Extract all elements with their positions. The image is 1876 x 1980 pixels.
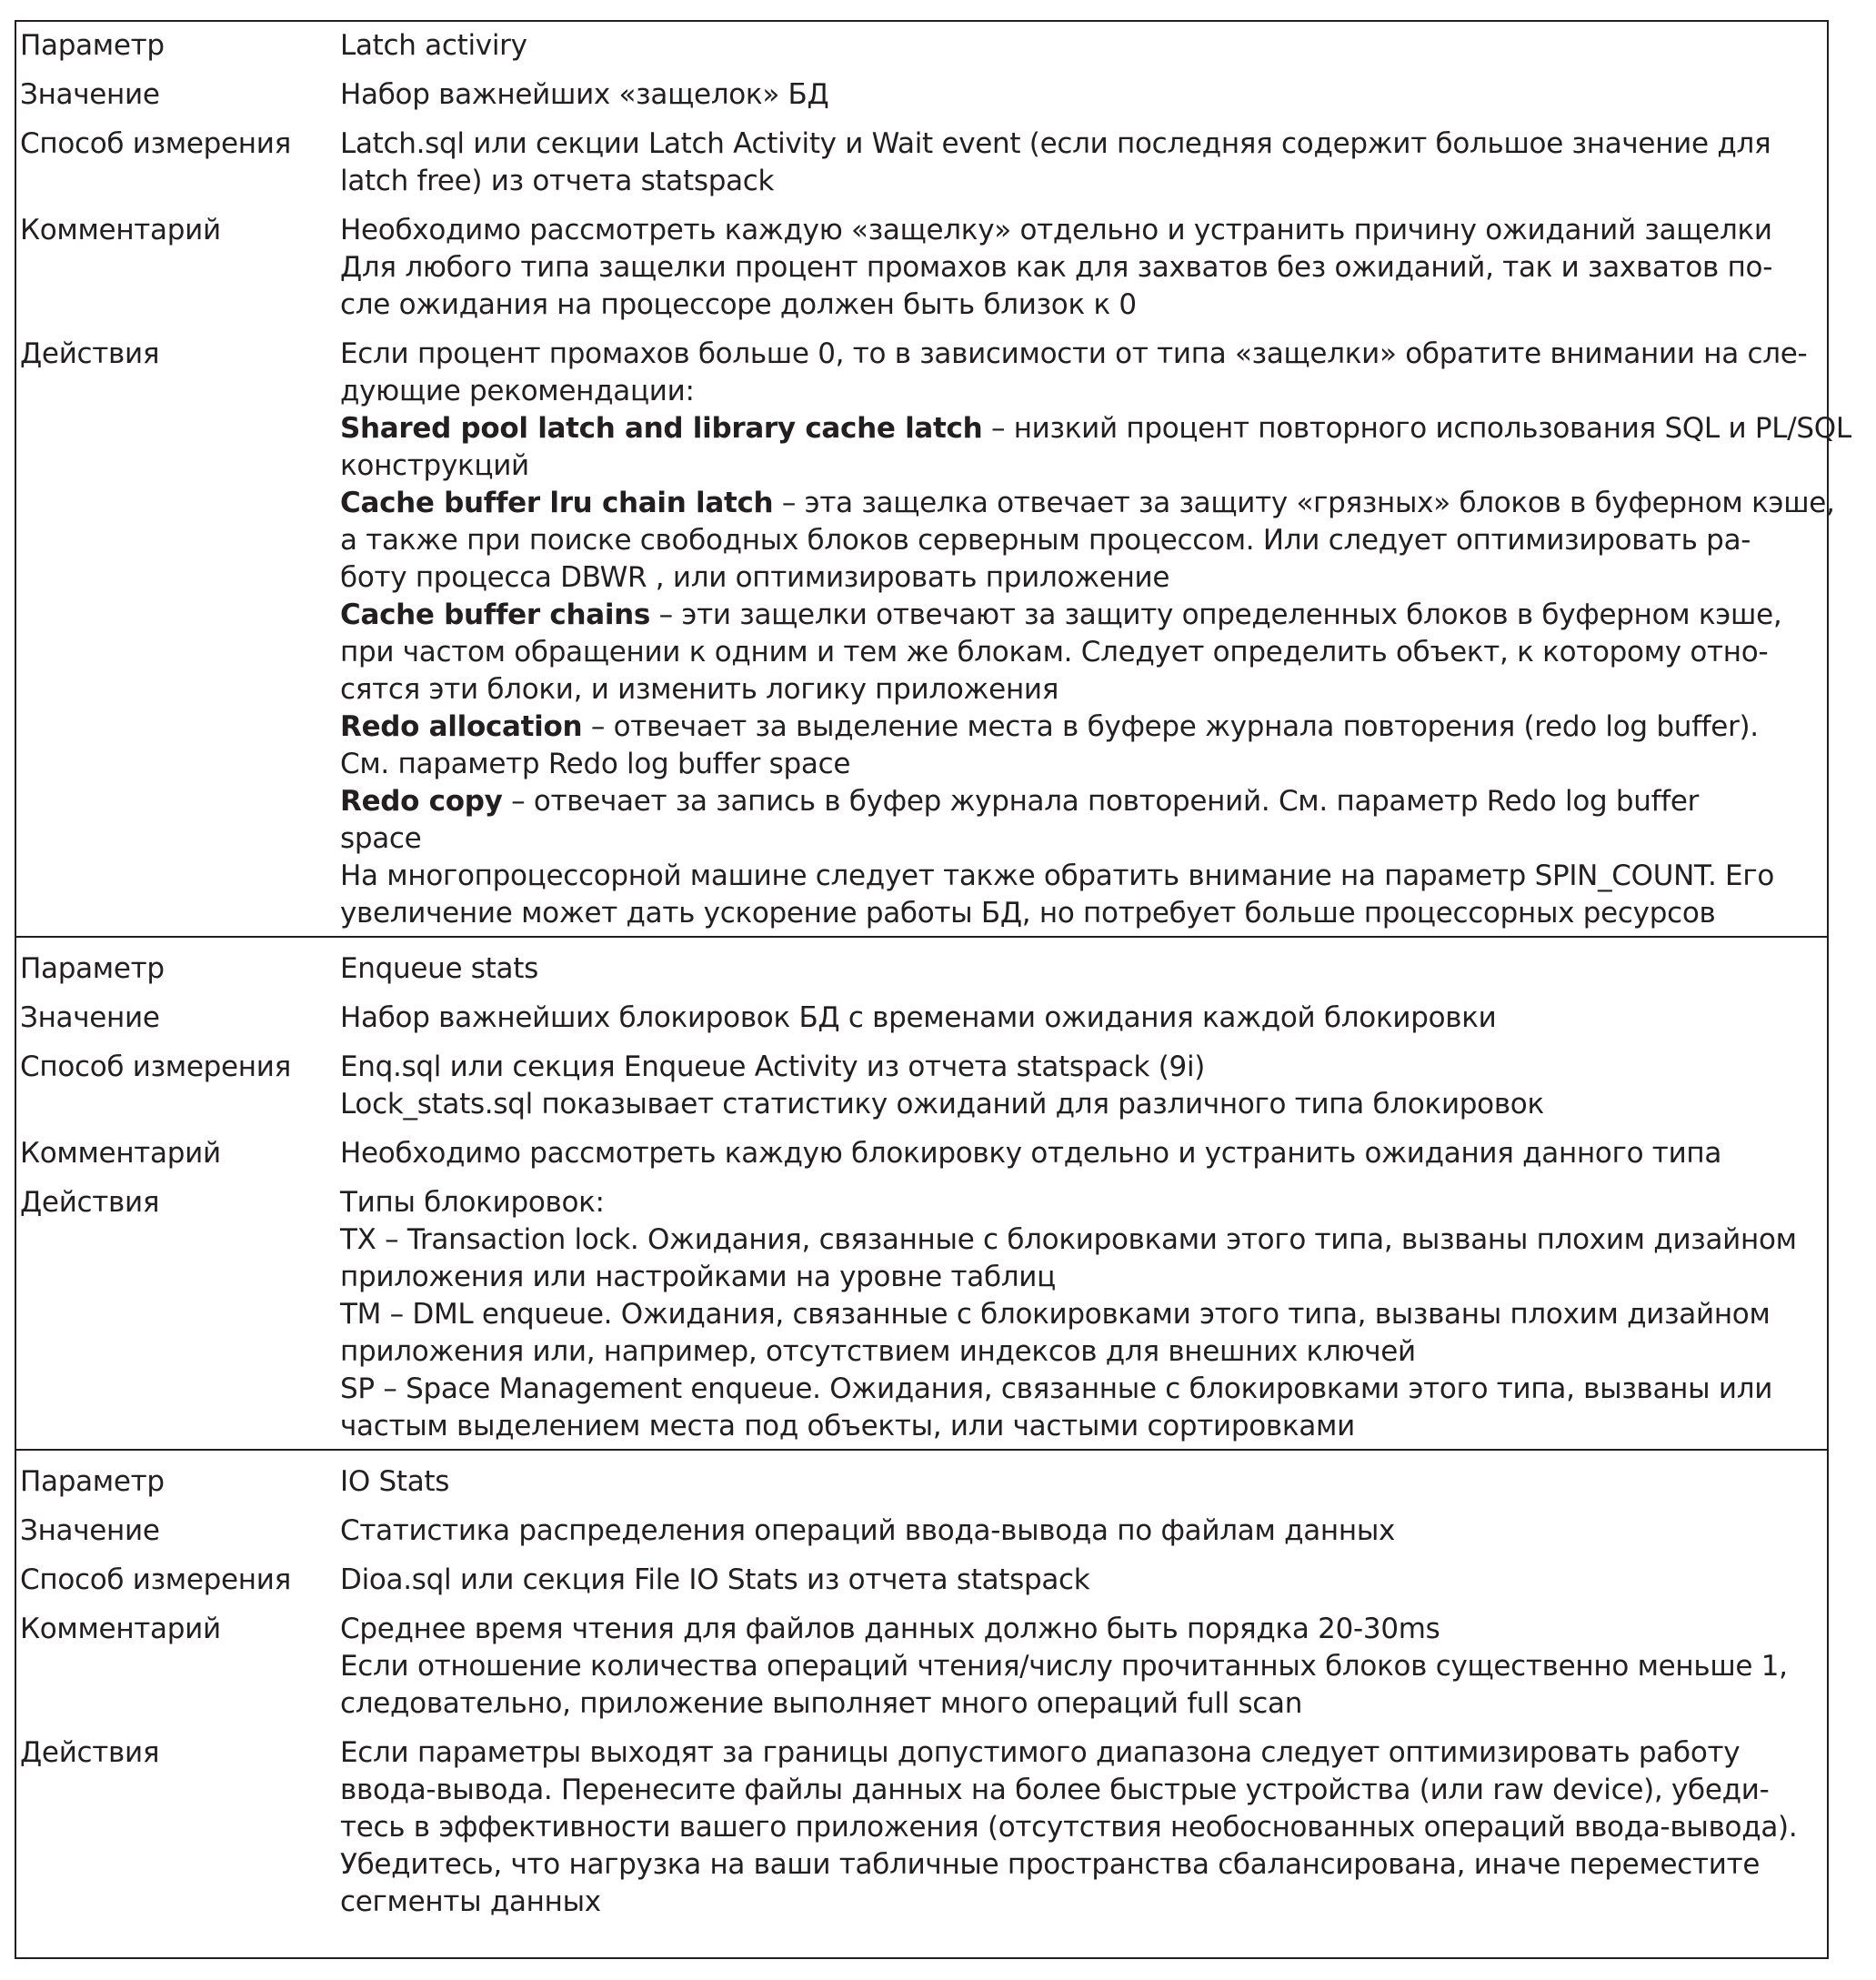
text-segment: См. параметр Redo log buffer space — [340, 748, 851, 780]
text-segment: боту процесса DBWR , или оптимизировать приложение — [340, 561, 1170, 594]
text-segment: Dioa.sql или секция File IO Stats из отчета statspack — [340, 1563, 1090, 1596]
text-segment: тесь в эффективности вашего приложения (отсутствия необоснованных операций ввода-вывода). — [340, 1811, 1798, 1844]
value-line — [340, 1463, 1814, 1501]
text-segment: Если отношение количества операций чтения/числу прочитанных блоков существенно меньше 1, — [340, 1650, 1788, 1683]
row-value — [340, 76, 1814, 114]
row-label: Способ измерения — [20, 1050, 291, 1083]
text-segment: частым выделением места под объекты, или частыми сортировками — [340, 1410, 1355, 1442]
row-value — [340, 1184, 1814, 1445]
value-line — [340, 522, 1814, 559]
value-line — [340, 597, 1814, 634]
text-segment: – низкий процент повторного использования SQL и PL/SQL — [982, 412, 1851, 445]
value-line — [340, 373, 1814, 410]
value-line — [340, 1408, 1814, 1445]
text-segment: сятся эти блоки, и изменить логику приложения — [340, 673, 1059, 706]
value-line — [340, 746, 1814, 783]
parameter-row — [16, 126, 1827, 200]
text-segment: Latch.sql или секции Latch Activity и Wait event (если последняя содержит большое значение для — [340, 127, 1771, 160]
value-line — [340, 1000, 1814, 1037]
value-line — [340, 27, 1814, 65]
text-segment: – отвечает за выделение места в буфере журнала повторения (redo log buffer). — [582, 710, 1759, 743]
parameter-row — [16, 1463, 1827, 1501]
row-label: Действия — [20, 337, 160, 370]
value-line — [340, 559, 1814, 597]
value-line — [340, 447, 1814, 485]
row-label: Комментарий — [20, 1613, 221, 1645]
row-label: Действия — [20, 1186, 160, 1219]
parameter-row — [16, 76, 1827, 114]
text-segment: TM – DML enqueue. Ожидания, связанные с блокировками этого типа, вызваны плохим дизайном — [340, 1298, 1771, 1331]
row-value — [340, 950, 1814, 988]
row-label: Значение — [20, 1001, 160, 1034]
text-segment: Если процент промахов больше 0, то в зависимости от типа «защелки» обратите внимании на сле- — [340, 337, 1808, 370]
value-line — [340, 1371, 1814, 1408]
value-line — [340, 1562, 1814, 1599]
text-segment: Типы блокировок: — [340, 1186, 605, 1219]
text-segment: – эта защелка отвечает за защиту «грязных» блоков в буферном кэше, — [773, 487, 1835, 519]
text-segment: конструкций — [340, 449, 529, 482]
value-line — [340, 410, 1851, 447]
text-segment: SP – Space Management enqueue. Ожидания, связанные с блокировками этого типа, вызваны или — [340, 1372, 1773, 1405]
text-segment: Enqueue stats — [340, 952, 538, 985]
text-segment: – эти защелки отвечают за защиту определенных блоков в буферном кэше, — [650, 598, 1782, 631]
value-line — [340, 1611, 1814, 1648]
bold-term: Shared pool latch and library cache latch — [340, 412, 983, 445]
row-label: Значение — [20, 78, 160, 111]
row-label: Способ измерения — [20, 127, 291, 160]
text-segment: Набор важнейших блокировок БД с временами ожидания каждой блокировки — [340, 1001, 1497, 1034]
text-segment: Enq.sql или секция Enqueue Activity из отчета statspack (9i) — [340, 1050, 1206, 1083]
value-line — [340, 858, 1814, 895]
value-line — [340, 212, 1814, 249]
row-label: Значение — [20, 1514, 160, 1547]
value-line — [340, 1685, 1814, 1723]
row-value — [340, 1049, 1814, 1123]
value-line — [340, 126, 1814, 163]
text-segment: Необходимо рассмотреть каждую «защелку» отдельно и устранить причину ожиданий защелки — [340, 214, 1772, 246]
text-segment: ввода-вывода. Перенесите файлы данных на более быстрые устройства (или raw device), убеди- — [340, 1774, 1770, 1806]
row-label: Действия — [20, 1736, 160, 1769]
text-segment: а также при поиске свободных блоков серверным процессом. Или следует оптимизировать ра- — [340, 524, 1751, 557]
row-value — [340, 1135, 1814, 1172]
value-line — [340, 249, 1814, 286]
parameter-row — [16, 1049, 1827, 1123]
text-segment: дующие рекомендации: — [340, 375, 695, 407]
value-line — [340, 163, 1814, 200]
bold-term: Redo copy — [340, 785, 503, 818]
parameter-row — [16, 1135, 1827, 1172]
bold-term: Cache buffer chains — [340, 598, 651, 631]
text-segment: Latch activiry — [340, 29, 527, 62]
value-line — [340, 950, 1814, 988]
row-label: Способ измерения — [20, 1563, 291, 1596]
text-segment: Статистика распределения операций ввода-вывода по файлам данных — [340, 1514, 1396, 1547]
value-line — [340, 783, 1814, 820]
text-segment: TX – Transaction lock. Ожидания, связанные с блокировками этого типа, вызваны плохим дизайном — [340, 1223, 1797, 1256]
text-segment: приложения или, например, отсутствием индексов для внешних ключей — [340, 1335, 1416, 1368]
text-segment: следовательно, приложение выполняет много операций full scan — [340, 1687, 1303, 1720]
value-line — [340, 1221, 1814, 1259]
text-segment: Если параметры выходят за границы допустимого диапазона следует оптимизировать работу — [340, 1736, 1741, 1769]
value-line — [340, 1884, 1814, 1921]
text-segment: Набор важнейших «защелок» БД — [340, 78, 829, 111]
value-line — [340, 1049, 1814, 1086]
text-segment: Необходимо рассмотреть каждую блокировку отдельно и устранить ожидания данного типа — [340, 1137, 1722, 1170]
row-label: Параметр — [20, 1465, 165, 1498]
text-segment: IO Stats — [340, 1465, 450, 1498]
value-line — [340, 895, 1814, 932]
text-segment: space — [340, 822, 422, 855]
text-segment: сле ожидания на процессоре должен быть близок к 0 — [340, 288, 1137, 321]
parameter-row — [16, 1611, 1827, 1723]
row-value — [340, 126, 1814, 200]
text-segment: сегменты данных — [340, 1885, 601, 1918]
parameter-row — [16, 950, 1827, 988]
value-line — [340, 286, 1814, 324]
row-label: Комментарий — [20, 1137, 221, 1170]
value-line — [340, 485, 1835, 522]
value-line — [340, 1772, 1814, 1809]
value-line — [340, 336, 1814, 373]
row-value — [340, 336, 1851, 932]
value-line — [340, 1513, 1814, 1550]
row-value — [340, 1562, 1814, 1599]
row-value — [340, 1611, 1814, 1723]
value-line — [340, 671, 1814, 709]
text-segment: На многопроцессорной машине следует также обратить внимание на параметр SPIN_COUNT. Его — [340, 859, 1775, 892]
value-line — [340, 1296, 1814, 1333]
parameter-row — [16, 1000, 1827, 1037]
text-segment: Убедитесь, что нагрузка на ваши табличные пространства сбалансирована, иначе переместите — [340, 1848, 1761, 1881]
text-segment: увеличение может дать ускорение работы БД, но потребует больше процессорных ресурсов — [340, 897, 1716, 930]
row-value — [340, 1000, 1814, 1037]
value-line — [340, 1846, 1814, 1884]
row-label: Комментарий — [20, 214, 221, 246]
bold-term: Redo allocation — [340, 710, 583, 743]
row-value — [340, 27, 1814, 65]
value-line — [340, 1184, 1814, 1221]
parameter-row — [16, 27, 1827, 65]
parameter-row — [16, 1562, 1827, 1599]
text-segment: Среднее время чтения для файлов данных должно быть порядка 20-30ms — [340, 1613, 1440, 1645]
row-value — [340, 1513, 1814, 1550]
text-segment: при частом обращении к одним и тем же блокам. Следует определить объект, к которому отно- — [340, 636, 1769, 668]
text-segment: Lock_stats.sql показывает статистику ожиданий для различного типа блокировок — [340, 1088, 1544, 1121]
value-line — [340, 1809, 1814, 1846]
text-segment: latch free) из отчета statspack — [340, 165, 775, 197]
value-line — [340, 1086, 1814, 1123]
row-label: Параметр — [20, 952, 165, 985]
value-line — [340, 634, 1814, 671]
parameter-table — [15, 20, 1851, 1959]
parameter-row — [16, 1184, 1827, 1445]
value-line — [340, 1333, 1814, 1371]
value-line — [340, 1734, 1814, 1772]
row-value — [340, 1734, 1814, 1921]
parameter-block — [16, 945, 1827, 1451]
parameter-row — [16, 1734, 1827, 1921]
bold-term: Cache buffer lru chain latch — [340, 487, 774, 519]
value-line — [340, 1259, 1814, 1296]
text-segment: Для любого типа защелки процент промахов как для захватов без ожиданий, так и захватов по- — [340, 251, 1773, 284]
row-label: Параметр — [20, 29, 165, 62]
text-segment: приложения или настройками на уровне таблиц — [340, 1261, 1056, 1293]
value-line — [340, 709, 1814, 746]
value-line — [340, 820, 1814, 858]
parameter-row — [16, 212, 1827, 324]
parameter-block — [16, 1458, 1827, 1926]
text-segment: – отвечает за запись в буфер журнала повторений. См. параметр Redo log buffer — [502, 785, 1700, 818]
row-value — [340, 1463, 1814, 1501]
value-line — [340, 76, 1814, 114]
parameter-block — [16, 22, 1851, 938]
parameter-row — [16, 1513, 1827, 1550]
value-line — [340, 1648, 1814, 1685]
parameter-row — [16, 336, 1851, 932]
row-value — [340, 212, 1814, 324]
value-line — [340, 1135, 1814, 1172]
